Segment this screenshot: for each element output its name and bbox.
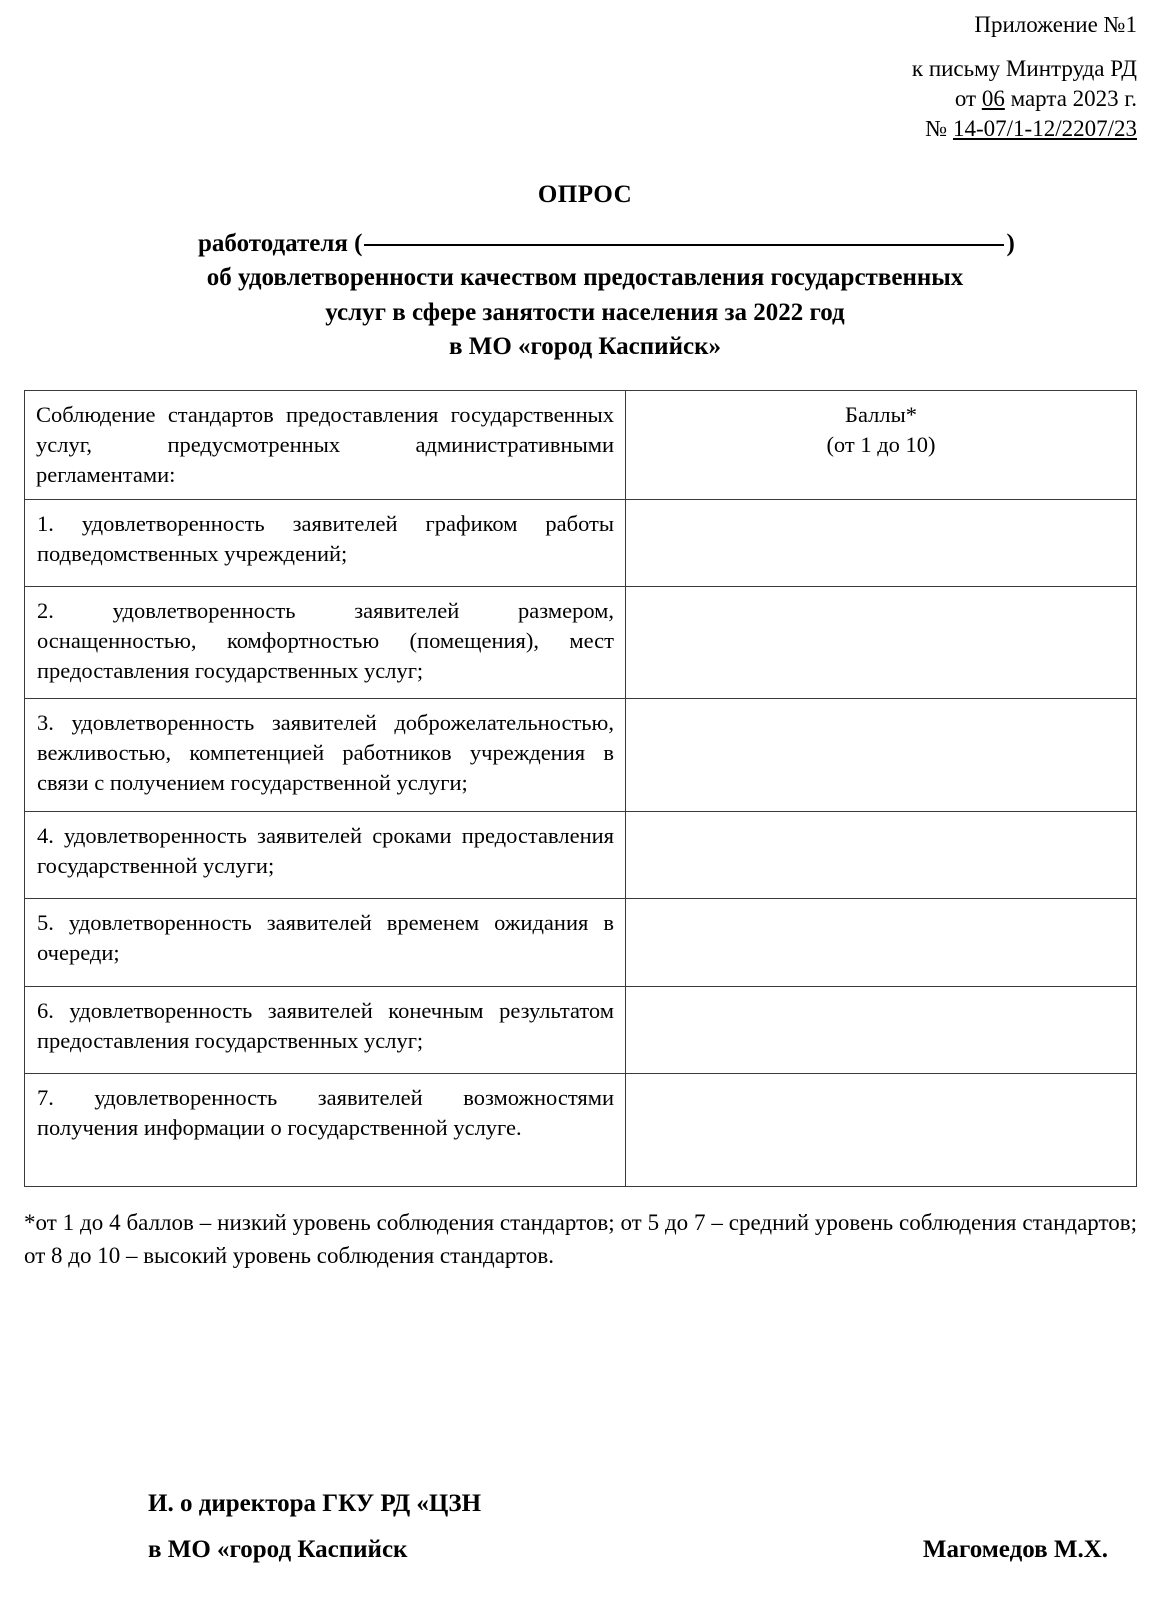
header-cell-criteria: Соблюдение стандартов предоставления государственных услуг, предусмотренных административными регламентами: — [25, 391, 626, 500]
letter-date-line — [717, 84, 1137, 114]
criteria-cell-5: 5. удовлетворенность заявителей временем ожидания в очереди; — [25, 898, 626, 986]
header-cell-score — [626, 391, 1137, 500]
letter-reference-line: к письму Минтруда РД — [911, 55, 1137, 81]
table-row — [25, 1073, 1137, 1186]
title-line-2: об удовлетворенности качеством предоставления государственных — [206, 264, 964, 291]
table-row — [25, 986, 1137, 1073]
criteria-cell-7: 7. удовлетворенность заявителей возможностями получения информации о государственной услуге. — [25, 1073, 626, 1186]
score-cell-3[interactable] — [626, 698, 1137, 811]
criteria-cell-6: 6. удовлетворенность заявителей конечным результатом предоставления государственных услуг; — [25, 986, 626, 1073]
date-day: 06 — [981, 85, 1005, 111]
score-cell-2[interactable] — [626, 586, 1137, 698]
signatory-name: Магомедов М.Х. — [922, 1536, 1108, 1564]
table-row — [25, 586, 1137, 698]
table-header-row — [25, 391, 1137, 500]
score-cell-5[interactable] — [626, 898, 1137, 986]
employer-name-input[interactable] — [364, 244, 1004, 246]
title-line-4: в МО «город Каспийск» — [449, 333, 721, 360]
number-value: 14-07/1-12/2207/23 — [953, 115, 1137, 141]
header-score-range: (от 1 до 10) — [826, 431, 936, 457]
criteria-cell-2: 2. удовлетворенность заявителей размером, оснащенностью, комфортностью (помещения), мест предоставления государственных услуг; — [25, 586, 626, 698]
signature-position-row-2 — [148, 1527, 1108, 1573]
signatory-position-line-2: в МО «город Каспийск — [148, 1536, 408, 1564]
criteria-cell-4: 4. удовлетворенность заявителей сроками предоставления государственной услуги; — [25, 811, 626, 898]
table-row — [25, 811, 1137, 898]
employer-name-field-line — [0, 227, 1170, 262]
document-title-block — [0, 178, 1170, 365]
criteria-cell-1: 1. удовлетворенность заявителей графиком работы подведомственных учреждений; — [25, 499, 626, 586]
header-score-title: Баллы* — [845, 402, 917, 427]
letter-number-line — [717, 114, 1137, 144]
document-reference-block — [717, 10, 1137, 144]
date-prefix: от — [954, 85, 982, 111]
signature-position-row-1 — [148, 1481, 1108, 1527]
signature-block — [148, 1481, 1108, 1574]
score-cell-7[interactable] — [626, 1073, 1137, 1186]
employer-label: работодателя ( — [198, 229, 363, 257]
date-rest: марта 2023 г. — [1004, 85, 1137, 111]
title-line-3: услуг в сфере занятости населения за 2022 год — [325, 298, 845, 326]
criteria-cell-3: 3. удовлетворенность заявителей доброжелательностью, вежливостью, компетенцией работников учреждения в связи с получением государственной услуги; — [25, 698, 626, 811]
table-row — [25, 898, 1137, 986]
page-title: ОПРОС — [537, 181, 633, 208]
number-prefix: № — [925, 115, 953, 141]
table-row — [25, 698, 1137, 811]
score-cell-1[interactable] — [626, 499, 1137, 586]
appendix-label: Приложение №1 — [974, 12, 1137, 37]
employer-label-close: ) — [1006, 229, 1015, 257]
footnote-text: *от 1 до 4 баллов – низкий уровень соблюдения стандартов; от 5 до 7 – средний уровень соблюдения стандартов; от 8 до 10 – высокий уровень соблюдения стандартов. — [24, 1210, 1137, 1268]
signatory-position-line-1: И. о директора ГКУ РД «ЦЗН — [148, 1490, 482, 1517]
survey-table — [24, 390, 1137, 1187]
score-cell-4[interactable] — [626, 811, 1137, 898]
score-cell-6[interactable] — [626, 986, 1137, 1073]
table-row — [25, 499, 1137, 586]
